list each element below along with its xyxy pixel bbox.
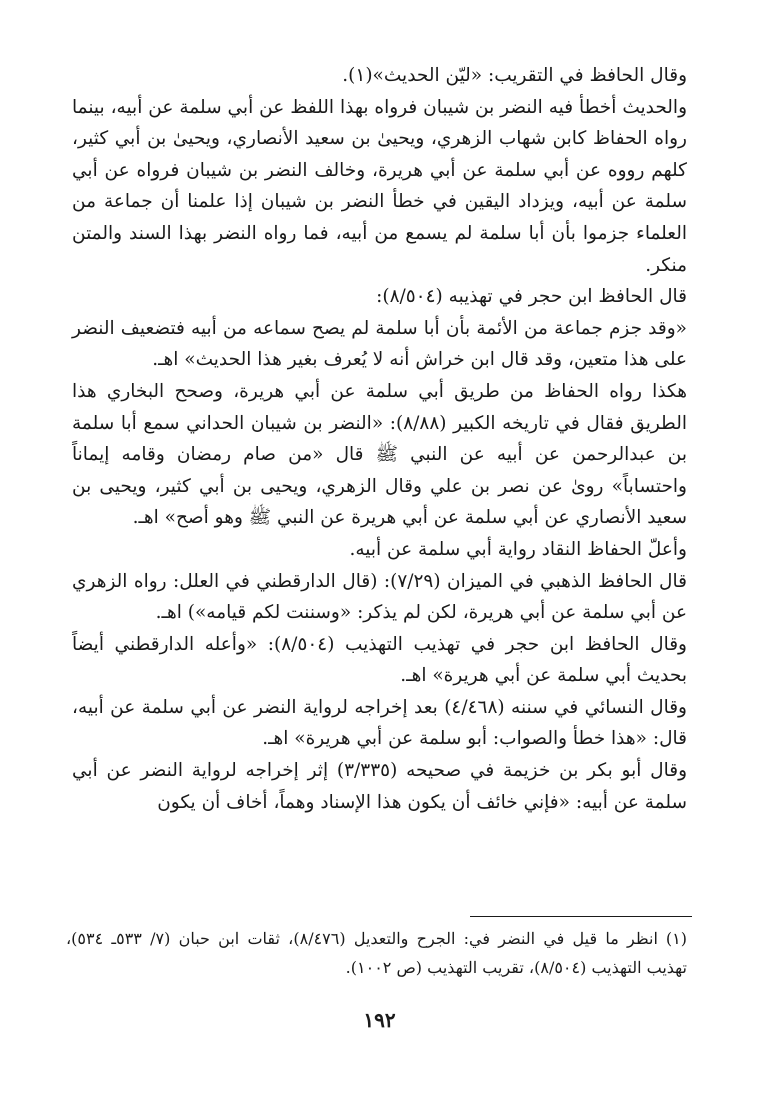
- footnote-number: (١): [665, 929, 687, 948]
- paragraph-5: هكذا رواه الحفاظ من طريق أبي سلمة عن أبي هريرة، وصحح البخاري هذا الطريق فقال في تاريخه الكبير (٨/٨٨): «النضر بن شيبان الحداني سمع أبا سلمة بن عبدالرحمن عن أبيه عن النبي ﷺ قال «من صام رمضان وقامه إيماناً واحتساباً» روىٰ عن نصر بن علي وقال الزهري، ويحيى بن أبي كثير، ويحيى بن سعيد الأنصاري عن أبي سلمة عن أبي هريرة عن النبي ﷺ وهو أصح» اهـ.: [72, 380, 688, 529]
- footnote-1: [66, 924, 687, 982]
- paragraph-9: وقال النسائي في سننه (٤/٤٦٨) بعد إخراجه لرواية النضر عن أبي سلمة عن أبيه، قال: «هذا خطأ والصواب: أبو سلمة عن أبي هريرة» اهـ.: [72, 696, 687, 750]
- paragraph-1: وقال الحافظ في التقريب: «ليّن الحديث»(١).: [342, 65, 687, 86]
- paragraph-3: قال الحافظ ابن حجر في تهذيبه (٨/٥٠٤):: [376, 286, 687, 308]
- paragraph-2: والحديث أخطأ فيه النضر بن شيبان فرواه بهذا اللفظ عن أبي سلمة عن أبيه، بينما رواه الحفاظ كابن شهاب الزهري، ويحيىٰ بن سعيد الأنصاري، ويحيىٰ بن أبي كثير، كلهم رووه عن أبي سلمة عن أبي هريرة، وخالف النضر بن شيبان فرواه عن أبي سلمة عن أبيه، ويزداد اليقين في خطأ النضر بن شيبان إذا علمنا أن جماعة من العلماء جزموا بأن أبا سلمة لم يسمع من أبيه، فما رواه النضر بهذا السند والمتن منكر.: [72, 96, 687, 276]
- paragraph-8: وقال الحافظ ابن حجر في تهذيب التهذيب (٨/٥٠٤): «وأعله الدارقطني أيضاً بحديث أبي سلمة عن أبي هريرة» اهـ.: [72, 633, 687, 687]
- paragraph-4-quote: «وقد جزم جماعة من الأئمة بأن أبا سلمة لم يصح سماعه من أبيه فتضعيف النضر على هذا متعين، وقد قال ابن خراش أنه لا يُعرف بغير هذا الحديث» اهـ.: [72, 317, 687, 371]
- footnote-text: انظر ما قيل في النضر في: الجرح والتعديل (٨/٤٧٦)، ثقات ابن حبان (٧/ ٥٣٣ـ ٥٣٤)، تهذيب التهذيب (٨/٥٠٤)، تقريب التهذيب (ص ١٠٠٢).: [66, 929, 687, 977]
- footnotes: [66, 924, 687, 982]
- paragraph-6: وأعلّ الحفاظ النقاد رواية أبي سلمة عن أبيه.: [349, 538, 687, 560]
- main-text: [72, 60, 687, 818]
- paragraph-10: وقال أبو بكر بن خزيمة في صحيحه (٣/٣٣٥) إثر إخراجه لرواية النضر عن أبي سلمة عن أبيه: «فإني خائف أن يكون هذا الإسناد وهماً، أخاف أن يكون: [72, 760, 688, 813]
- page-number: ١٩٢: [363, 1008, 396, 1032]
- paragraph-7: قال الحافظ الذهبي في الميزان (٧/٢٩): (قال الدارقطني في العلل: رواه الزهري عن أبي سلمة عن أبي هريرة، لكن لم يذكر: «وسننت لكم قيامه») اهـ.: [72, 570, 687, 624]
- footnote-divider: [470, 916, 692, 917]
